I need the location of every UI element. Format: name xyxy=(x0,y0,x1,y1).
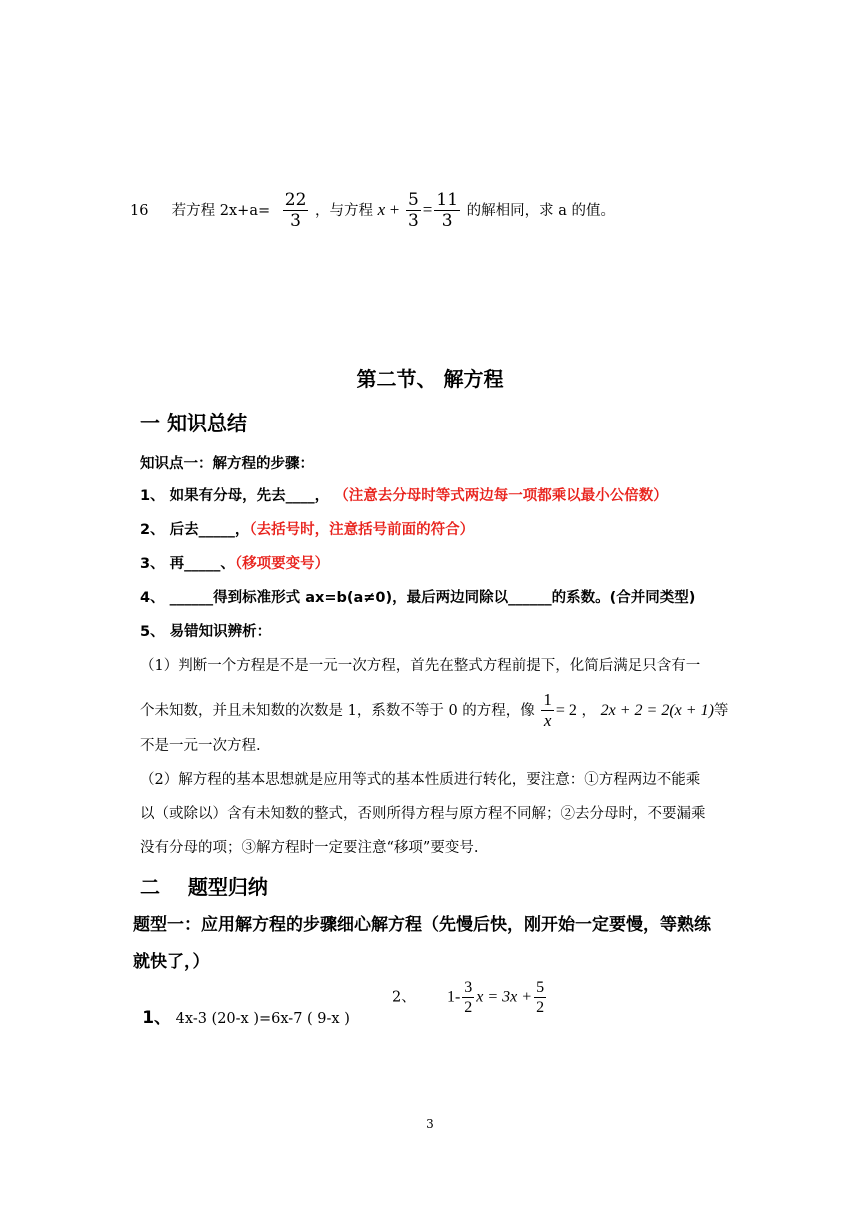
paragraph-1-line-1: （1）判断一个方程是不是一元一次方程，首先在整式方程前提下，化简后满足只含有一 xyxy=(140,658,701,674)
exercise-number: 2、 xyxy=(392,989,416,1006)
page-number: 3 xyxy=(426,1117,434,1131)
step-number: 2、 xyxy=(140,522,165,538)
fraction-numerator: 22 xyxy=(284,190,307,210)
fraction-5-over-2 xyxy=(534,978,546,1017)
variable-x: x xyxy=(377,199,386,219)
fraction-5-3 xyxy=(406,190,421,232)
paragraph-1-line-3: 不是一元一次方程. xyxy=(140,738,261,754)
paragraph-text: 等 xyxy=(713,702,729,719)
step-note: （移项要变号） xyxy=(234,556,330,572)
question-16 xyxy=(130,190,615,232)
fraction-denominator: 3 xyxy=(441,211,453,232)
equation-2: 2x + 2 = 2(x + 1) xyxy=(600,701,714,719)
separator: ， xyxy=(581,702,597,719)
step-4 xyxy=(140,588,695,608)
step-1 xyxy=(140,486,668,506)
exercise-2 xyxy=(392,978,548,1017)
equation-lead: 1- xyxy=(446,988,461,1006)
fraction-3-over-2 xyxy=(462,978,474,1017)
question-type-1-line-1: 题型一：应用解方程的步骤细心解方程（先慢后快，刚开始一定要慢，等熟练 xyxy=(133,915,711,935)
question-text-a: 若方程 2x+a= xyxy=(171,202,271,219)
question-text-b: ，与方程 xyxy=(315,202,373,219)
fraction-1-over-x xyxy=(541,690,554,732)
paragraph-1-line-2 xyxy=(140,690,728,732)
exercise-number: 1、 xyxy=(142,1008,172,1028)
knowledge-point-title: 知识点一：解方程的步骤： xyxy=(140,456,314,472)
question-text-c: 的解相同，求 a 的值。 xyxy=(466,202,616,219)
step-note: （注意去分母时等式两边每一项都乘以最小公倍数） xyxy=(334,488,668,504)
equals-sign: = xyxy=(422,199,433,219)
question-type-1-line-2: 就快了，） xyxy=(133,952,210,972)
step-5 xyxy=(140,622,271,642)
step-text: 如果有分母，先去____， xyxy=(164,488,330,504)
step-note: （去括号时，注意括号前面的符合） xyxy=(249,522,475,538)
part1-heading: 一 知识总结 xyxy=(140,411,247,435)
step-2 xyxy=(140,520,474,540)
paragraph-2-line-1: （2）解方程的基本思想就是应用等式的基本性质进行转化，要注意：①方程两边不能乘 xyxy=(140,772,701,788)
step-number: 3、 xyxy=(140,556,165,572)
plus-sign: + xyxy=(389,199,400,219)
fraction-denominator: 3 xyxy=(407,211,419,232)
fraction-numerator: 1 xyxy=(541,690,554,711)
question-number: 16 xyxy=(130,202,149,219)
step-number: 5、 xyxy=(140,624,165,640)
section-title: 第二节、 解方程 xyxy=(356,367,504,391)
step-number: 1、 xyxy=(140,488,165,504)
part2-heading: 二 题型归纳 xyxy=(140,875,268,899)
fraction-numerator: 11 xyxy=(436,190,459,210)
step-3 xyxy=(140,554,329,574)
paragraph-text: 个未知数，并且未知数的次数是 1，系数不等于 0 的方程，像 xyxy=(140,702,535,719)
step-number: 4、 xyxy=(140,590,165,606)
step-text: 后去_____， xyxy=(164,522,250,538)
fraction-denominator: 2 xyxy=(464,999,473,1017)
fraction-denominator: x xyxy=(543,711,552,731)
fraction-numerator: 5 xyxy=(407,190,419,210)
exercise-1 xyxy=(133,988,350,1029)
step-text: ______得到标准形式 ax=b(a≠0)，最后两边同除以______的系数。(合并同类型) xyxy=(164,590,696,606)
paragraph-2-line-3: 没有分母的项；③解方程时一定要注意“移项”要变号. xyxy=(140,840,479,856)
step-text: 易错知识辨析： xyxy=(164,624,272,640)
fraction-denominator: 2 xyxy=(536,999,545,1017)
equation-middle: x = 3x + xyxy=(476,988,533,1006)
step-text: 再_____、 xyxy=(164,556,235,572)
fraction-numerator: 3 xyxy=(462,978,474,998)
fraction-11-3 xyxy=(434,190,460,232)
fraction-22-3 xyxy=(283,190,309,232)
fraction-denominator: 3 xyxy=(290,211,301,232)
fraction-numerator: 5 xyxy=(534,978,546,998)
equation-rest: = 2 xyxy=(555,701,577,719)
exercise-equation: 4x-3 (20-x )=6x-7 ( 9-x ) xyxy=(171,1011,350,1027)
paragraph-2-line-2: 以（或除以）含有未知数的整式，否则所得方程与原方程不同解；②去分母时，不要漏乘 xyxy=(140,806,706,822)
